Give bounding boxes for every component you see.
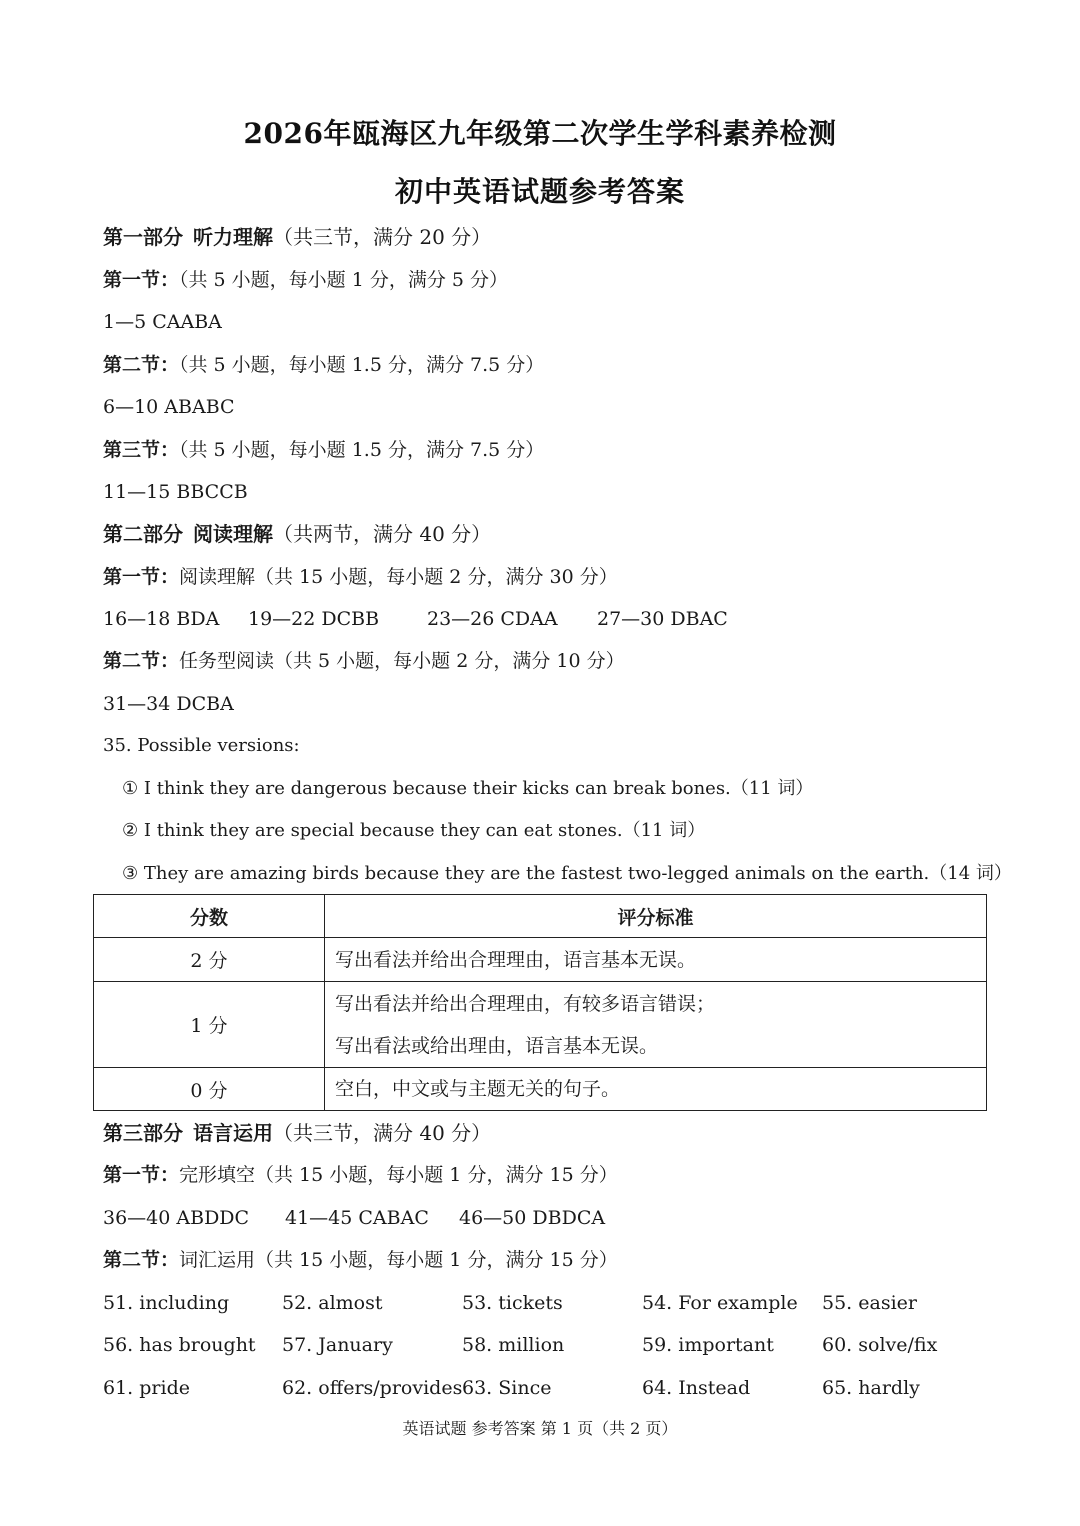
part2-sec1-heading [103,564,618,590]
scoring-rubric-table [93,894,987,1111]
answer-group: 41—45 CABAC [285,1207,429,1229]
criteria-text: 写出看法并给出合理理由，语言基本无误。 [335,948,697,971]
table-header-row [94,895,987,938]
vocab-answer: 53. tickets [462,1292,563,1314]
section-label: 第一节： [103,566,180,588]
part2-name: 阅读理解 [193,522,273,546]
vocab-answer: 51. including [103,1292,230,1314]
section-detail: （共 5 小题，每小题 1 分，满分 5 分） [179,269,509,291]
part1-heading [103,224,491,250]
part2-detail: （共两节，满分 40 分） [273,522,492,546]
table-row [94,1068,987,1111]
vocab-answer: 57. January [282,1334,393,1356]
answer-group: 36—40 ABDDC [103,1207,250,1229]
section-label: 第一节： [103,269,180,291]
vocab-answer: 58. million [462,1334,565,1356]
vocab-answer: 63. Since [462,1377,552,1399]
part1-sec3-answer: 11—15 BBCCB [103,481,248,503]
section-label: 第二节： [103,1249,180,1271]
vocab-answer: 60. solve/fix [822,1334,938,1356]
vocab-answer: 54. For example [642,1292,798,1314]
section-label: 第三节： [103,439,180,461]
table-header-criteria: 评分标准 [325,895,987,938]
section-detail: （共 5 小题，每小题 1.5 分，满分 7.5 分） [179,439,545,461]
answer-group: 19—22 DCBB [248,608,380,630]
part1-label: 第一部分 [103,225,183,249]
part3-sec2-heading [103,1247,618,1273]
part1-sec3-heading [103,437,544,463]
page-subtitle: 初中英语试题参考答案 [394,175,685,208]
score-cell: 0 分 [94,1068,325,1111]
section-detail: 完形填空（共 15 小题，每小题 1 分，满分 15 分） [179,1164,618,1186]
q35-heading: 35. Possible versions: [103,735,300,756]
part1-sec2-heading [103,352,544,378]
vocab-answer: 52. almost [282,1292,383,1314]
section-detail: 任务型阅读（共 5 小题，每小题 2 分，满分 10 分） [179,650,625,672]
score-cell: 1 分 [94,982,325,1068]
vocab-answer: 62. offers/provides [282,1377,463,1399]
section-detail: 词汇运用（共 15 小题，每小题 1 分，满分 15 分） [179,1249,618,1271]
table-header-score: 分数 [94,895,325,938]
section-label: 第一节： [103,1164,180,1186]
criteria-text: 写出看法或给出理由，语言基本无误。 [335,1034,659,1057]
criteria-cell [325,938,987,982]
part1-sec1-answer: 1—5 CAABA [103,311,222,333]
q35-version-2: ② I think they are special because they can eat stones.（11 词） [122,820,706,841]
vocab-answer: 65. hardly [822,1377,920,1399]
part3-label: 第三部分 [103,1121,183,1145]
vocab-answer: 59. important [642,1334,774,1356]
table-row [94,938,987,982]
part2-label: 第二部分 [103,522,183,546]
score-cell: 2 分 [94,938,325,982]
part2-sec2-heading [103,648,625,674]
part1-name: 听力理解 [193,225,273,249]
section-label: 第二节： [103,354,180,376]
criteria-cell [325,982,987,1068]
part3-name: 语言运用 [193,1121,273,1145]
section-detail: 阅读理解（共 15 小题，每小题 2 分，满分 30 分） [179,566,618,588]
vocab-answer: 61. pride [103,1377,190,1399]
table-row [94,982,987,1068]
answer-group: 27—30 DBAC [597,608,728,630]
part1-sec2-answer: 6—10 ABABC [103,396,235,418]
part1-detail: （共三节，满分 20 分） [273,225,492,249]
part2-heading [103,521,491,547]
part3-heading [103,1120,491,1146]
section-detail: （共 5 小题，每小题 1.5 分，满分 7.5 分） [179,354,545,376]
vocab-answer: 55. easier [822,1292,917,1314]
section-label: 第二节： [103,650,180,672]
criteria-cell [325,1068,987,1111]
vocab-answer: 56. has brought [103,1334,256,1356]
part2-sec2-answer: 31—34 DCBA [103,693,234,715]
q35-version-1: ① I think they are dangerous because their kicks can break bones.（11 词） [122,778,814,799]
part1-sec1-heading [103,267,508,293]
part3-detail: （共三节，满分 40 分） [273,1121,492,1145]
part3-sec1-heading [103,1162,618,1188]
page-title: 2026年瓯海区九年级第二次学生学科素养检测 [243,117,837,150]
q35-version-3: ③ They are amazing birds because they are the fastest two-legged animals on the earth.（14 词） [122,863,1012,884]
answer-group: 16—18 BDA [103,608,220,630]
vocab-answer: 64. Instead [642,1377,751,1399]
page-footer: 英语试题 参考答案 第 1 页（共 2 页） [402,1419,678,1438]
criteria-text: 空白，中文或与主题无关的句子。 [335,1078,621,1100]
answer-group: 23—26 CDAA [427,608,558,630]
answer-group: 46—50 DBDCA [459,1207,606,1229]
criteria-text: 写出看法并给出合理理由，有较多语言错误； [335,992,716,1015]
